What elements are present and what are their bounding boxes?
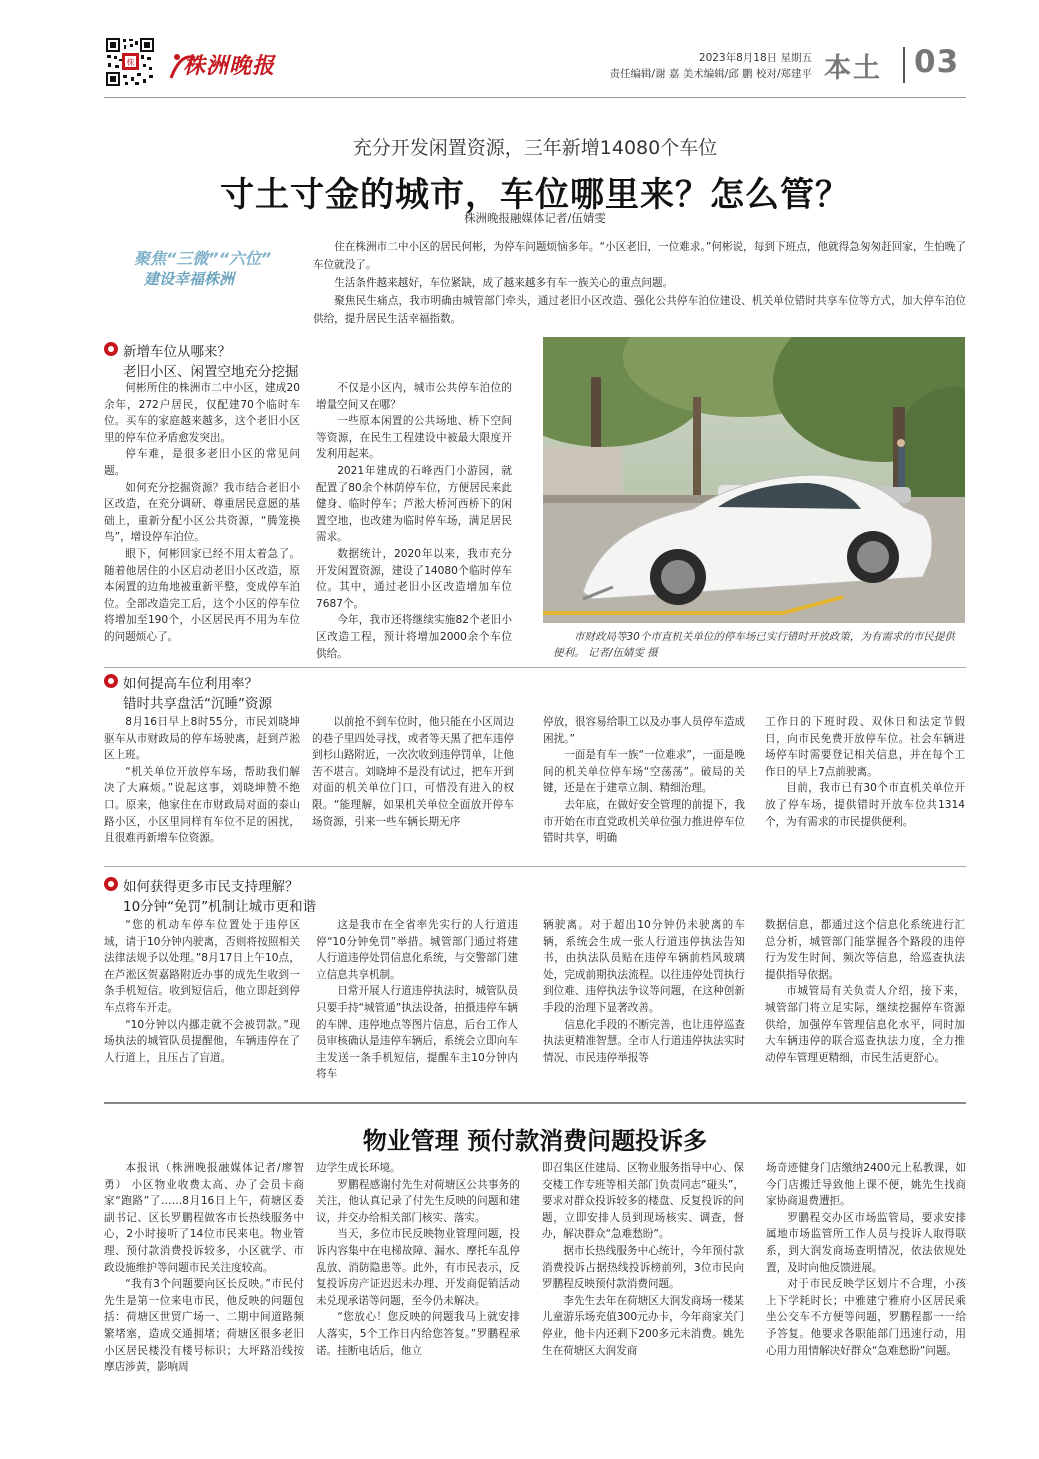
paragraph: 信息化手段的不断完善，也让违停巡查执法更精准智慧。全市人行道违停执法实时情况、市民违停举报等	[543, 1018, 745, 1064]
article-2-headline: 物业管理 预付款消费问题投诉多	[362, 1126, 708, 1155]
paragraph: 本报讯（株洲晚报融媒体记者/廖智勇） 小区物业收费太高、办了会员卡商家“跑路”了……8月16日上午，荷塘区委副书记、区长罗鹏程做客市长热线服务中心，2小时接听了14位市民来电。物业管理、预付款消费投诉较多，小区就学、市政设施维护等问题市民关注度较高。	[104, 1162, 304, 1274]
masthead-rule	[104, 97, 966, 98]
section-2-answer: 错时共享盘活“沉睡”资源	[123, 696, 272, 712]
svg-text:株: 株	[126, 58, 135, 67]
paragraph: 2021年建成的石峰西门小游园，就配置了80余个林荫停车位，方便居民来此健身、临时停车；芦淞大桥河西桥下的闲置空地，也改建为临时停车场，满足居民需求。	[316, 464, 512, 544]
paragraph: 据市长热线服务中心统计，今年预付款消费投诉占据热线投诉榜前列，3位市民向罗鹏程反映预付款消费问题。	[542, 1244, 744, 1291]
series-badge	[104, 242, 304, 292]
paragraph: 8月16日早上8时55分，市民刘晓坤驱车从市财政局的停车场驶离，赶到芦淞区上班。	[104, 716, 300, 762]
paragraph: 去年底，在做好安全管理的前提下，我市开始在市直党政机关单位强力推进停车位错时共享，明确	[543, 798, 745, 845]
paragraph: 不仅是小区内，城市公共停车泊位的增量空间又在哪？	[316, 382, 512, 411]
paragraph: 场奇迹健身门店缴纳2400元上私教课，如今门店搬迁导致他上课不便，姚先生找商家协商退费遭拒。	[766, 1162, 966, 1208]
paragraph: 李先生去年在荷塘区大润发商场一楼某儿童游乐场充值300元办卡，今年商家关门停业，他卡内还剩下200多元未消费。姚先生在荷塘区大润发商	[542, 1294, 744, 1357]
section-3-col-4	[765, 917, 965, 1066]
bullet-icon	[104, 342, 118, 356]
article-divider	[104, 1102, 966, 1104]
article-2-col-4	[766, 1160, 966, 1359]
section-1-question: 新增车位从哪来？	[123, 344, 231, 360]
paragraph: 对于市民反映学区划片不合理，小孩上下学耗时长；中雅建宁雅府小区居民乘坐公交车不方便等问题，罗鹏程都一一给予答复。他要求各职能部门迅速行动，用心用力用情解决好群众“急难愁盼”问题。	[766, 1278, 966, 1357]
rule	[104, 866, 966, 867]
news-photo	[543, 337, 965, 623]
bullet-icon	[104, 877, 118, 891]
paragraph: 数据信息，都通过这个信息化系统进行汇总分析，城管部门能掌握各个路段的违停行为发生时间、频次等信息，给巡查执法提供指导依据。	[765, 919, 965, 981]
paragraph: 以前抢不到车位时，他只能在小区周边的巷子里四处寻找，或者等天黑了把车违停到杉山路附近，一次次收到违停罚单，让他苦不堪言。刘晓坤不是没有试过，把车开到对面的机关单位门口，可惜没有进入的权限。“能理解，如果机关单位全面放开停车场资源，引来一些车辆长期无序	[312, 716, 514, 828]
lead-paragraphs	[313, 238, 966, 328]
paragraph: 眼下，何彬回家已经不用太着急了。随着他居住的小区启动老旧小区改造，原本闲置的边角地被重新平整，变成停车泊位。全部改造完工后，这个小区的停车位将增加至190个，小区居民再不用为车位的问题烦心了。	[104, 547, 300, 643]
paragraph: 一面是有车一族“一位难求”，一面是晚间的机关单位停车场“空荡荡”。破局的关键，还是在于建章立制、精细治理。	[543, 749, 745, 795]
logo-text: 株洲晚报	[183, 53, 276, 79]
paragraph: 目前，我市已有30个市直机关单位开放了停车场，提供错时开放车位共1314个，为有需求的市民提供便利。	[765, 782, 965, 828]
section-3-col-3	[543, 917, 745, 1066]
section-3-answer: 10分钟“免罚”机制让城市更和谐	[123, 899, 317, 915]
paragraph: 罗鹏程交办区市场监管局，要求安排属地市场监管所工作人员与投诉人取得联系，到大润发商场查明情况，依法依规处置，及时向他反馈进展。	[766, 1211, 966, 1274]
section-label: 本土	[824, 53, 882, 84]
headline: 寸土寸金的城市，车位哪里来？怎么管？	[220, 175, 850, 215]
paragraph: 辆驶离。对于超出10分钟仍未驶离的车辆，系统会生成一张人行道违停执法告知书，由执法队员贴在违停车辆前档风玻璃处，完成前期执法流程。以往违停处罚执行到位难、违停执法争议等问题，在这种创新手段的治理下显著改善。	[543, 919, 745, 1014]
section-3-question: 如何获得更多市民支持理解？	[123, 879, 299, 895]
section-2-question: 如何提高车位利用率？	[123, 676, 258, 692]
paragraph: 今年，我市还将继续实施82个老旧小区改造工程，预计将增加2000余个车位供给。	[316, 614, 512, 660]
lead-p2: 生活条件越来越好，车位紧缺，成了越来越多有车一族关心的重点问题。	[334, 277, 674, 289]
page-number: 03	[914, 44, 960, 80]
byline: 株洲晚报融媒体记者/伍婧雯	[464, 211, 606, 225]
paragraph: 一些原本闲置的公共场地、桥下空间等资源，在民生工程建设中被最大限度开发利用起来。	[316, 415, 512, 461]
date-line: 2023年8月18日 星期五	[698, 52, 812, 64]
article-2-col-3	[542, 1160, 744, 1359]
paragraph: “您放心！您反映的问题我马上就安排人落实，5个工作日内给您答复。”罗鹏程承诺。挂断电话后，他立	[316, 1311, 520, 1357]
paragraph: 市城管局有关负责人介绍，接下来，城管部门将立足实际，继续挖掘停车资源供给，加强停车管理信息化水平，同时加大车辆违停的联合巡查执法力度，全力推动停车管理更精细，市民生活更舒心。	[765, 985, 965, 1064]
rule	[104, 667, 966, 668]
bullet-icon	[104, 674, 118, 688]
section-1-col-1	[104, 380, 300, 646]
paragraph: 如何充分挖掘资源？我市结合老旧小区改造，在充分调研、尊重居民意愿的基础上，重新分配小区公共资源，“腾笼换鸟”，增设停车泊位。	[104, 481, 300, 544]
section-2-col-2	[312, 714, 514, 830]
section-2-col-1	[104, 714, 300, 847]
paragraph: “您的机动车停车位置处于违停区域，请于10分钟内驶离，否则将按照相关法律法规予以处理。”8月17日上午10点，在芦淞区贺嘉路附近办事的成先生收到一条手机短信。收到短信后，他立即赶到停车点将车开走。	[104, 919, 300, 1014]
section-3-col-2	[316, 917, 518, 1083]
article-2-col-1	[104, 1160, 304, 1376]
paragraph: 边学生成长环境。	[316, 1162, 401, 1174]
lead-p1: 住在株洲市二中小区的居民何彬，为停车问题烦恼多年。“小区老旧，一位难求。”何彬说，每到下班点，他就得急匆匆赶回家，生怕晚了车位就没了。	[313, 241, 966, 271]
paragraph: 停车难，是很多老旧小区的常见问题。	[104, 448, 300, 477]
paragraph: 这是我市在全省率先实行的人行道违停“10分钟免罚”举措。城管部门通过将建人行道违停处罚信息化系统，与交警部门建立信息共享机制。	[316, 919, 518, 981]
section-3-col-1	[104, 917, 300, 1066]
newspaper-logo	[169, 48, 279, 80]
paragraph: 当天，多位市民反映物业管理问题，投诉内容集中在电梯故障、漏水、摩托车乱停乱放、消防隐患等。此外，有市民表示，反复投诉房产证迟迟未办理、开发商促销活动未兑现承诺等问题，至今仍未解决。	[316, 1228, 520, 1307]
paragraph: 停放，很容易给职工以及办事人员停车造成困扰。”	[543, 716, 745, 745]
section-divider	[903, 47, 905, 83]
lead-p3: 聚焦民生痛点，我市明确由城管部门牵头，通过老旧小区改造、强化公共停车泊位建设、机关单位错时共享车位等方式，加大停车泊位供给，提升居民生活幸福指数。	[313, 295, 966, 325]
paragraph: “我有3个问题要向区长反映。”市民付先生是第一位来电市民，他反映的问题包括：荷塘区世贸广场一、二期中间道路频繁堵塞，造成交通拥堵；荷塘区很多老旧小区居民楼没有楼号标识；大坪路沿线按摩店涉黄，影响周	[104, 1278, 304, 1374]
kicker: 充分开发闲置资源，三年新增14080个车位	[352, 137, 718, 159]
paragraph: 日常开展人行道违停执法时，城管队员只要手持“城管通”执法设备，拍摄违停车辆的车牌、违停地点等图片信息，后台工作人员审核确认是违停车辆后，系统会立即向车主发送一条手机短信，提醒车主10分钟内将车	[316, 985, 518, 1081]
paragraph: 工作日的下班时段、双休日和法定节假日，向市民免费开放停车位。社会车辆进场停车时需要登记相关信息，并在每个工作日的早上7点前驶离。	[765, 716, 965, 778]
section-1-col-2	[316, 380, 512, 662]
paragraph: 数据统计，2020年以来，我市充分开发闲置资源，建设了14080个临时停车位。其中，通过老旧小区改造增加车位7687个。	[316, 547, 512, 610]
paragraph: 罗鹏程感谢付先生对荷塘区公共事务的关注，他认真记录了付先生反映的问题和建议，并交办给相关部门核实、落实。	[316, 1178, 520, 1224]
badge-line-bottom: 建设幸福株洲	[144, 270, 235, 288]
paragraph: 何彬所住的株洲市二中小区，建成20余年，272户居民，仅配建70个临时车位。买车的家庭越来越多，这个老旧小区里的停车位矛盾愈发突出。	[104, 382, 300, 444]
badge-line-top: 聚焦“三微”“六位”	[134, 249, 272, 268]
section-1-answer: 老旧小区、闲置空地充分挖掘	[123, 364, 299, 380]
qr-code	[105, 37, 155, 87]
editors-line: 责任编辑/谢 嘉 美术编辑/邱 鹏 校对/郑建平	[609, 68, 812, 80]
paragraph: “机关单位开放停车场，帮助我们解决了大麻烦。”说起这事，刘晓坤赞不绝口。原来，他家住在市财政局对面的泰山路小区，小区里同样有车位不足的困扰，且很难再新增车位资源。	[104, 765, 300, 845]
photo-caption: 市财政局等30个市直机关单位的停车场已实行错时开放政策，为有需求的市民提供便利。 记者/伍婧雯 摄	[553, 631, 955, 659]
paragraph: “10分钟以内挪走就不会被罚款。”现场执法的城管队员提醒他，车辆违停在了人行道上，且压占了盲道。	[104, 1018, 300, 1064]
article-2-col-2	[316, 1160, 520, 1359]
section-2-col-4	[765, 714, 965, 830]
section-2-col-3	[543, 714, 745, 847]
paragraph: 即召集区住建局、区物业服务指导中心、保交楼工作专班等相关部门负责同志“碰头”，要求对群众投诉较多的楼盘、反复投诉的问题，立即安排人员到现场核实、调查，督办，解决群众“急难愁盼”。	[542, 1162, 744, 1241]
